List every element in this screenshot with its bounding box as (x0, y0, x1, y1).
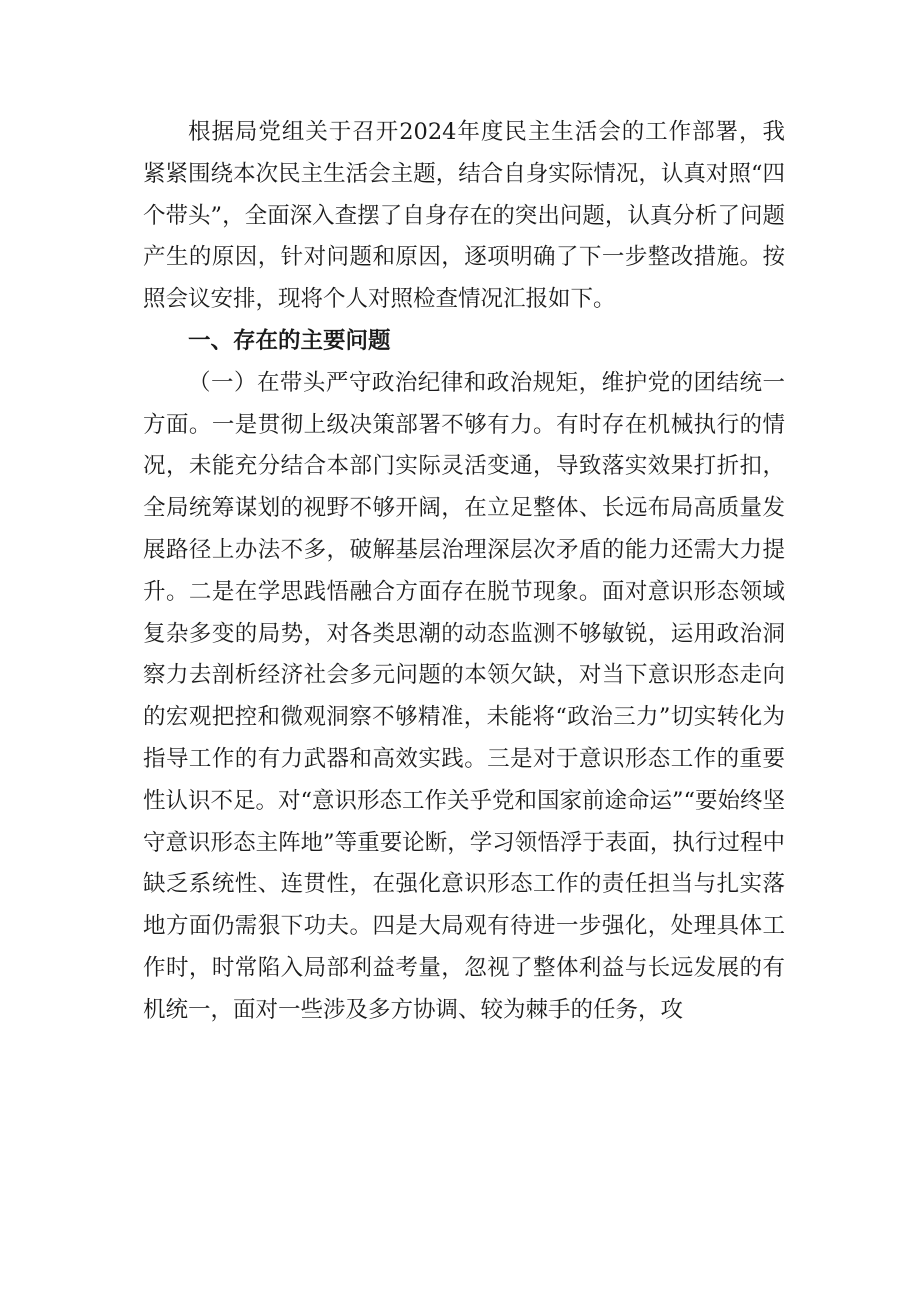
document-body (143, 112, 785, 1032)
subsection-paragraph-political-discipline: （一）在带头严守政治纪律和政治规矩，维护党的团结统一方面。一是贯彻上级决策部署不够有力。有时存在机械执行的情况，未能充分结合本部门实际灵活变通，导致落实效果打折扣，全局统筹谋划的视野不够开阔，在立足整体、长远布局高质量发展路径上办法不多，破解基层治理深层次矛盾的能力还需大力提升。二是在学思践悟融合方面存在脱节现象。面对意识形态领域复杂多变的局势，对各类思潮的动态监测不够敏锐，运用政治洞察力去剖析经济社会多元问题的本领欠缺，对当下意识形态走向的宏观把控和微观洞察不够精准，未能将“政治三力”切实转化为指导工作的有力武器和高效实践。三是对于意识形态工作的重要性认识不足。对“意识形态工作关乎党和国家前途命运”“要始终坚守意识形态主阵地”等重要论断，学习领悟浮于表面，执行过程中缺乏系统性、连贯性，在强化意识形态工作的责任担当与扎实落地方面仍需狠下功夫。四是大局观有待进一步强化，处理具体工作时，时常陷入局部利益考量，忽视了整体利益与长远发展的有机统一，面对一些涉及多方协调、较为棘手的任务，攻 (143, 369, 786, 1023)
section-heading-main-problems: 一、存在的主要问题 (188, 327, 391, 354)
intro-paragraph: 根据局党组关于召开2024年度民主生活会的工作部署，我紧紧围绕本次民主生活会主题，结合自身实际情况，认真对照“四个带头”，全面深入查摆了自身存在的突出问题，认真分析了问题产生的原因，针对问题和原因，逐项明确了下一步整改措施。按照会议安排，现将个人对照检查情况汇报如下。 (143, 119, 785, 313)
